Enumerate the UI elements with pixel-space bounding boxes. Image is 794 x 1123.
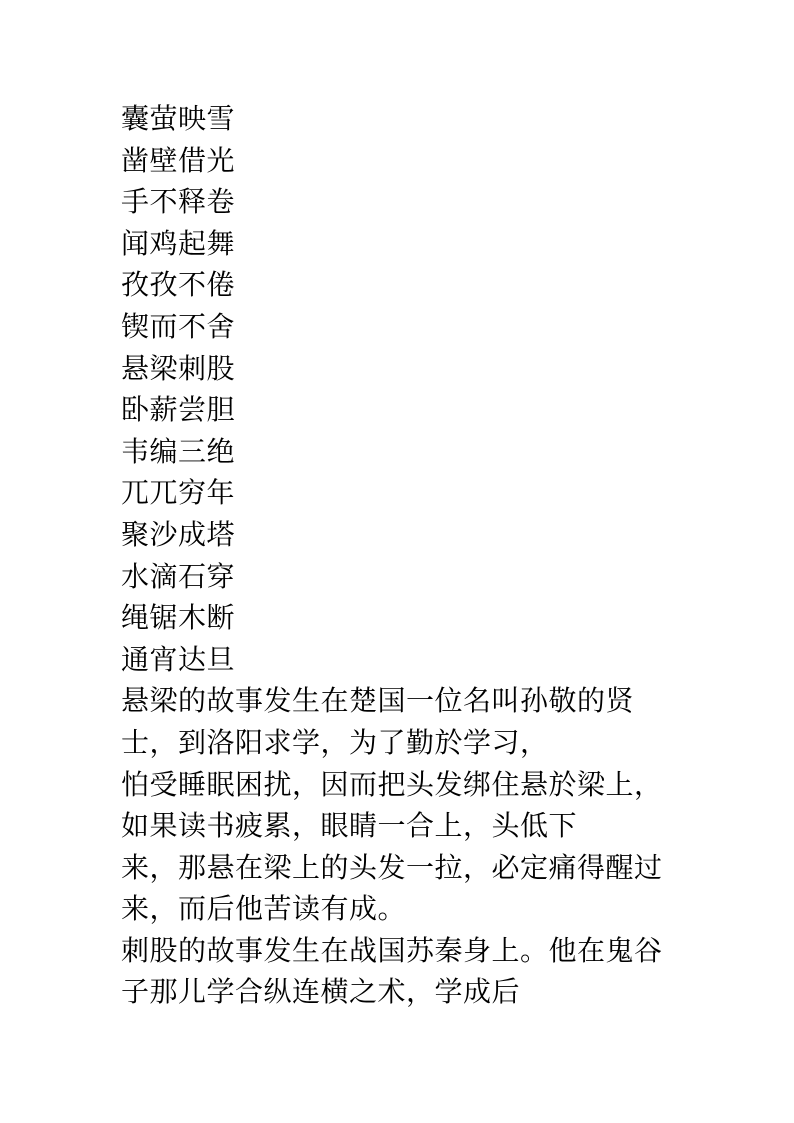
idiom-line: 聚沙成塔 [121, 517, 236, 551]
idiom-line: 通宵达旦 [121, 642, 236, 676]
story-text-line: 刺股的故事发生在战国苏秦身上。他在鬼谷 [121, 933, 663, 967]
idiom-line: 闻鸡起舞 [121, 226, 236, 260]
story-text-line: 如果读书疲累，眼睛一合上，头低下 [121, 809, 578, 843]
idiom-line: 手不释卷 [121, 185, 236, 219]
idiom-line: 卧薪尝胆 [121, 393, 236, 427]
idiom-line: 绳锯木断 [121, 601, 236, 635]
idiom-line: 孜孜不倦 [121, 268, 236, 302]
story-text-line: 悬梁的故事发生在楚国一位名叫孙敬的贤 [121, 684, 635, 718]
idiom-line: 悬梁刺股 [121, 351, 236, 385]
document-body [121, 98, 681, 1013]
idiom-line: 囊萤映雪 [121, 102, 236, 135]
story-text-line: 怕受睡眠困扰，因而把头发绑住悬於梁上， [121, 767, 663, 801]
idiom-line: 锲而不舍 [121, 309, 236, 343]
idiom-line: 凿壁借光 [121, 143, 236, 177]
story-text-line: 士，到洛阳求学，为了勤於学习， [121, 725, 549, 759]
story-text-line: 子那儿学合纵连横之术，学成后 [121, 975, 521, 1009]
story-text-line: 来，而后他苦读有成。 [121, 892, 407, 926]
story-text-line: 来，那悬在梁上的头发一拉，必定痛得醒过 [121, 850, 663, 884]
idiom-line: 水滴石穿 [121, 559, 236, 593]
idiom-line: 兀兀穷年 [121, 476, 236, 510]
idiom-line: 韦编三绝 [121, 434, 236, 468]
